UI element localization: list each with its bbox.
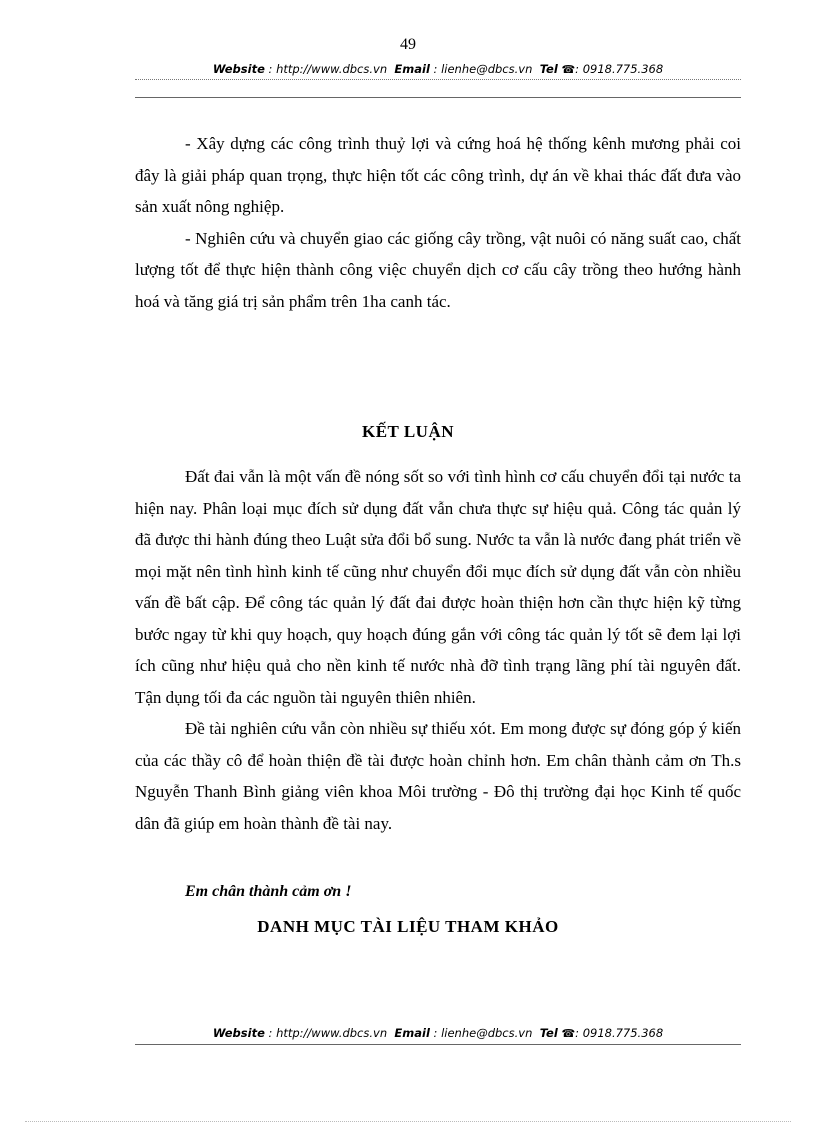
references-heading: DANH MỤC TÀI LIỆU THAM KHẢO (257, 917, 559, 936)
phone-icon: ☎ (561, 1027, 576, 1040)
phone-number: 0918.775.368 (582, 1026, 664, 1040)
page-footer: Website : http://www.dbcs.vn Email : lienhe@dbcs.vn Tel ☎: 0918.775.368 (212, 1026, 664, 1040)
conclusion-heading: KẾT LUẬN (361, 422, 454, 441)
website-url[interactable]: http://www.dbcs.vn (276, 1026, 388, 1040)
email-label: Email (394, 1026, 430, 1040)
closing-thanks: Em chân thành cảm ơn ! (185, 883, 352, 900)
header-divider (135, 97, 741, 98)
website-label: Website (212, 62, 265, 76)
email-label: Email (394, 62, 430, 76)
website-url[interactable]: http://www.dbcs.vn (276, 62, 388, 76)
page-number: 49 (400, 36, 416, 53)
website-label: Website (212, 1026, 265, 1040)
conclusion-paragraph: Đề tài nghiên cứu vẫn còn nhiều sự thiếu xót. Em mong được sự đóng góp ý kiến của các thầy cô để hoàn thiện đề tài được hoàn chỉnh hơn. Em chân thành cảm ơn Th.s Nguyễn Thanh Bình giảng viên khoa Môi trường - Đô thị trường đại học Kinh tế quốc dân đã giúp em hoàn thành đề tài nay. (135, 719, 741, 833)
page-header: Website : http://www.dbcs.vn Email : lienhe@dbcs.vn Tel ☎: 0918.775.368 (212, 62, 664, 76)
tel-label: Tel (539, 62, 558, 76)
email-address[interactable]: lienhe@dbcs.vn (441, 62, 533, 76)
page-edge-divider (25, 1121, 791, 1122)
phone-icon: ☎ (561, 63, 576, 76)
email-address[interactable]: lienhe@dbcs.vn (441, 1026, 533, 1040)
footer-divider (135, 1044, 741, 1045)
bullet-list (135, 128, 741, 317)
tel-label: Tel (539, 1026, 558, 1040)
bullet-item: - Xây dựng các công trình thuỷ lợi và cứng hoá hệ thống kênh mương phải coi đây là giải pháp quan trọng, thực hiện tốt các công trình, dự án về khai thác đất đưa vào sản xuất nông nghiệp. (135, 134, 741, 216)
conclusion-paragraph: Đất đai vẫn là một vấn đề nóng sốt so với tình hình cơ cấu chuyển đổi tại nước ta hiện nay. Phân loại mục đích sử dụng đất vẫn chưa thực sự hiệu quả. Công tác quản lý đã được thi hành đúng theo Luật sửa đổi bổ sung. Nước ta vẫn là nước đang phát triển về mọi mặt nên tình hình kinh tế cũng như chuyển đổi mục đích sử dụng đất vẫn còn nhiều vấn đề bất cập. Để công tác quản lý đất đai được hoàn thiện hơn cần thực hiện kỹ từng bước ngay từ khi quy hoạch, quy hoạch đúng gắn với công tác quản lý tốt sẽ đem lại lợi ích cũng như hiệu quả cho nền kinh tế nước nhà đỡ tình trạng lãng phí tài nguyên đất. Tận dụng tối đa các nguồn tài nguyên thiên nhiên. (135, 467, 741, 707)
bullet-item: - Nghiên cứu và chuyển giao các giống cây trồng, vật nuôi có năng suất cao, chất lượng tốt để thực hiện thành công việc chuyển dịch cơ cấu cây trồng theo hướng hành hoá và tăng giá trị sản phẩm trên 1ha canh tác. (135, 228, 741, 311)
header-divider (135, 79, 741, 80)
phone-number: 0918.775.368 (582, 62, 664, 76)
conclusion-body (135, 461, 741, 839)
